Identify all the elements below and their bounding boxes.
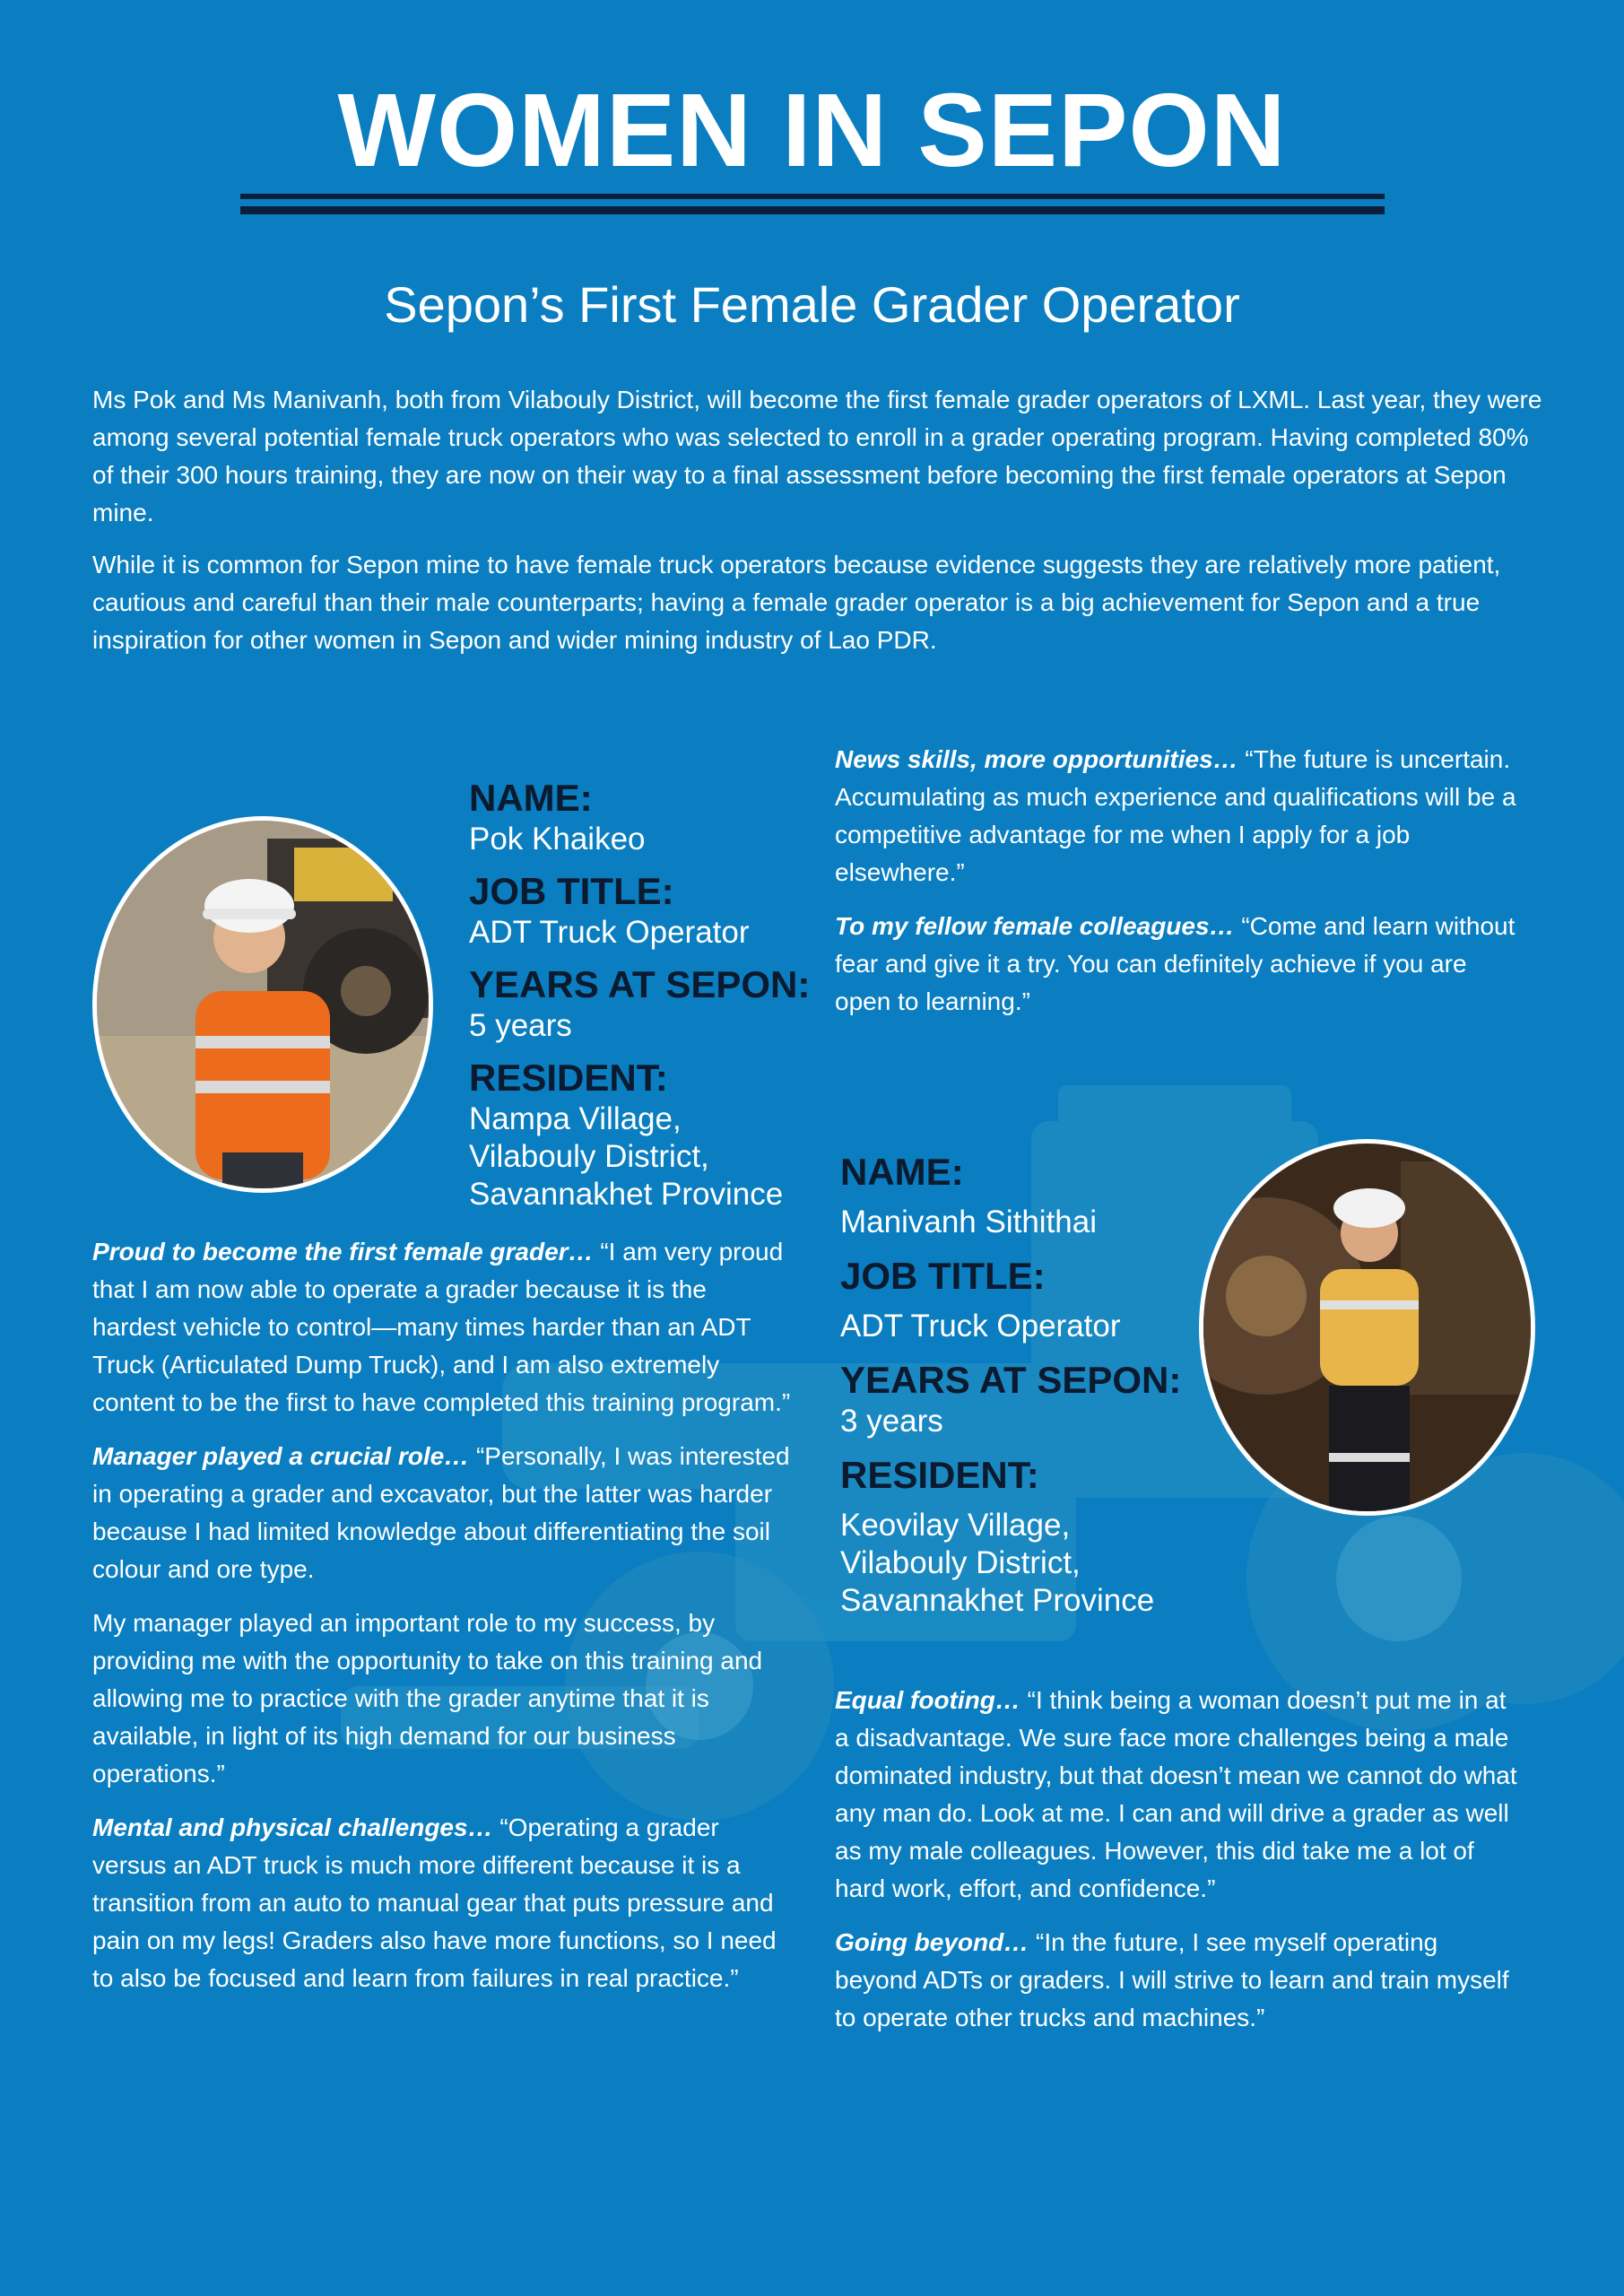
profile-manivanh-sithithai — [840, 1150, 1199, 1620]
quotes-pok-left — [92, 1233, 792, 2013]
resident-value: Keovilay Village, — [840, 1508, 1071, 1543]
quote-text: “In the future, I see myself operating beyond ADTs or graders. I will strive to learn and train myself to operate other trucks and machines.” — [835, 1928, 1509, 2031]
quote-paragraph — [835, 1924, 1525, 2037]
intro-paragraph: While it is common for Sepon mine to have female truck operators because evidence suggests they are relatively more patient, cautious and careful than their male counterparts; having a female grader operator is a big achievement for Sepon and a true inspiration for other women in Sepon and wider mining industry of Lao PDR. — [92, 551, 1501, 654]
intro-paragraph: Ms Pok and Ms Manivanh, both from Vilabouly District, will become the first female grader operators of LXML. Last year, they were among several potential female truck operators who was selected to enroll in a grader operating program. Having completed 80% of their 300 hours training, they are now on their way to a final assessment before becoming the first female operators at Sepon mine. — [92, 386, 1542, 526]
name-label: NAME: — [469, 777, 593, 819]
name-value: Manivanh Sithithai — [840, 1205, 1097, 1239]
quote-heading: To my fellow female colleagues… — [835, 912, 1235, 940]
years-value: 5 years — [469, 1008, 572, 1043]
quote-heading: Equal footing… — [835, 1686, 1020, 1714]
quote-paragraph — [92, 1233, 792, 1422]
job-title-value: ADT Truck Operator — [840, 1309, 1121, 1344]
quote-text: “Operating a grader versus an ADT truck is much more different because it is a transition from an auto to manual gear that puts pressure and pain on my legs! Graders also have more functions, so I need to also be focused and learn from failures in real practice.” — [92, 1813, 777, 1992]
quote-text: “I am very proud that I am now able to operate a grader because it is the hardest vehicle to control—many times harder than an ADT Truck (Articulated Dump Truck), and I am also extremely content to be the first to have completed this training program.” — [92, 1238, 791, 1416]
profile-pok-khaikeo — [469, 776, 828, 1213]
years-label: YEARS AT SEPON: — [840, 1359, 1182, 1401]
worker-photo-icon — [1203, 1144, 1531, 1511]
quote-text: “Come and learn without fear and give it a try. You can definitely achieve if you are open to learning.” — [835, 912, 1515, 1015]
resident-label: RESIDENT: — [840, 1454, 1039, 1496]
quote-paragraph — [835, 1682, 1525, 1908]
quote-text: My manager played an important role to my success, by providing me with the opportunity to take on this training and allowing me to practice with the grader anytime that it is available, in light of its high demand for our business operations.” — [92, 1609, 763, 1787]
quote-paragraph — [92, 1605, 792, 1793]
portrait-manivanh-sithithai — [1199, 1139, 1535, 1516]
resident-label: RESIDENT: — [469, 1057, 668, 1099]
resident-value: Vilabouly District, — [469, 1139, 709, 1174]
quote-text: “Personally, I was interested in operating a grader and excavator, but the latter was harder because I had limited knowledge about differentiating the soil colour and ore type. — [92, 1442, 790, 1583]
quote-paragraph — [835, 908, 1525, 1021]
job-title-value: ADT Truck Operator — [469, 915, 750, 950]
resident-value: Nampa Village, — [469, 1101, 682, 1136]
years-value: 3 years — [840, 1404, 943, 1439]
intro-text — [92, 381, 1545, 674]
title-divider-thin — [240, 194, 1385, 199]
job-title-label: JOB TITLE: — [469, 870, 674, 912]
quotes-manivanh — [835, 1682, 1525, 2053]
quote-paragraph — [92, 1809, 792, 1997]
name-label: NAME: — [840, 1151, 964, 1193]
page-title: WOMEN IN SEPON — [337, 72, 1287, 188]
portrait-pok-khaikeo — [92, 816, 433, 1193]
resident-value: Savannakhet Province — [469, 1177, 784, 1212]
name-value: Pok Khaikeo — [469, 822, 646, 857]
years-label: YEARS AT SEPON: — [469, 963, 811, 1005]
quote-heading: Proud to become the first female grader… — [92, 1238, 594, 1265]
quote-heading: Going beyond… — [835, 1928, 1029, 1956]
title-divider-thick — [240, 206, 1385, 214]
quote-text: “The future is uncertain. Accumulating as much experience and qualifications will be a competitive advantage for me when I apply for a job elsewhere.” — [835, 745, 1516, 886]
quotes-pok-right — [835, 741, 1525, 1037]
resident-value: Savannakhet Province — [840, 1583, 1155, 1618]
quote-heading: News skills, more opportunities… — [835, 745, 1238, 773]
quote-paragraph — [835, 741, 1525, 891]
quote-heading: Manager played a crucial role… — [92, 1442, 470, 1470]
quote-heading: Mental and physical challenges… — [92, 1813, 493, 1841]
worker-photo-icon — [97, 821, 429, 1188]
job-title-label: JOB TITLE: — [840, 1255, 1046, 1297]
quote-text: “I think being a woman doesn’t put me in at a disadvantage. We sure face more challenges being a male dominated industry, but that doesn’t mean we cannot do what any man do. Look at me. I can and will drive a grader as well as my male colleagues. However, this did take me a lot of hard work, effort, and confidence.” — [835, 1686, 1517, 1902]
quote-paragraph — [92, 1438, 792, 1588]
article-subtitle: Sepon’s First Female Grader Operator — [384, 276, 1240, 333]
resident-value: Vilabouly District, — [840, 1545, 1081, 1580]
